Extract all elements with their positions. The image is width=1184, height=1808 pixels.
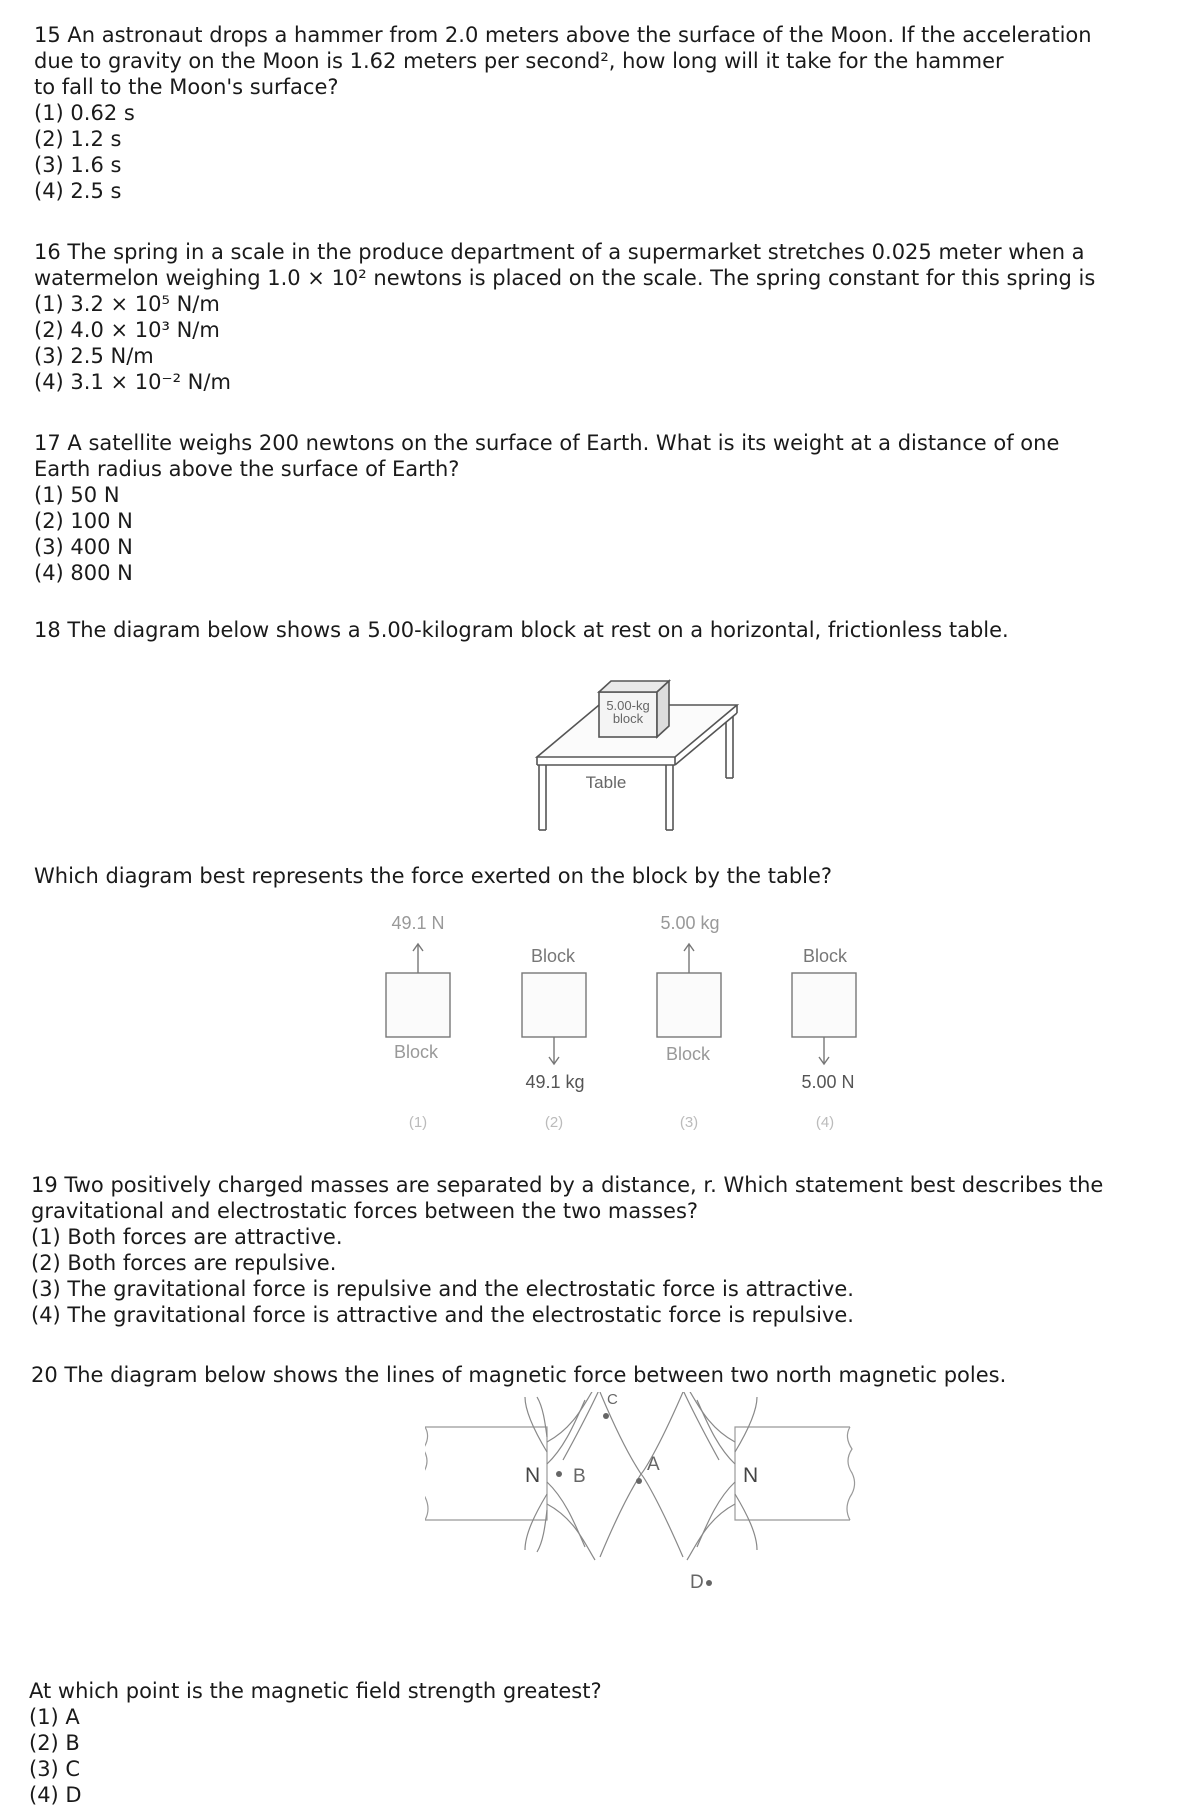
choice-2-force-label: 49.1 kg <box>525 1072 585 1092</box>
question-17-option-4: (4) 800 N <box>34 561 133 585</box>
question-19-text-line-2: gravitational and electrostatic forces between the two masses? <box>31 1199 699 1223</box>
point-d-label: D <box>690 1572 704 1593</box>
question-16-text-line-1: 16 The spring in a scale in the produce department of a supermarket stretches 0.025 meter when a <box>34 240 1085 264</box>
question-15-option-1: (1) 0.62 s <box>34 101 135 125</box>
question-20 <box>31 1362 1171 1388</box>
choice-4-number: (4) <box>815 1114 835 1131</box>
question-15 <box>34 22 1174 204</box>
left-pole-label: N <box>525 1464 541 1487</box>
question-20-option-2: (2) B <box>29 1731 80 1755</box>
point-a-dot <box>636 1478 642 1484</box>
question-17-option-1: (1) 50 N <box>34 483 120 507</box>
question-17-option-2: (2) 100 N <box>34 509 133 533</box>
question-19-option-3: (3) The gravitational force is repulsive and the electrostatic force is attractive. <box>31 1277 854 1301</box>
choice-1-force-label: 49.1 N <box>391 913 445 933</box>
choice-2-block-label: Block <box>530 946 576 966</box>
choice-1-block-label: Block <box>393 1042 439 1062</box>
question-16-text-line-2: watermelon weighing 1.0 × 10² newtons is placed on the scale. The spring constant for this spring is <box>34 266 1096 290</box>
question-18 <box>34 617 1174 643</box>
point-b-dot <box>556 1471 562 1477</box>
question-20-question: At which point is the magnetic field strength greatest? <box>29 1679 602 1703</box>
question-17 <box>34 430 1174 586</box>
point-c-label: C <box>607 1392 618 1408</box>
question-15-option-4: (4) 2.5 s <box>34 179 122 203</box>
point-c-dot <box>603 1413 609 1419</box>
question-15-option-3: (3) 1.6 s <box>34 153 122 177</box>
question-15-option-2: (2) 1.2 s <box>34 127 122 151</box>
question-19-option-4: (4) The gravitational force is attractive and the electrostatic force is repulsive. <box>31 1303 854 1327</box>
question-15-text-line-2: due to gravity on the Moon is 1.62 meters per second², how long will it take for the hammer <box>34 49 1004 73</box>
question-20-option-4: (4) D <box>29 1783 82 1807</box>
question-15-text-line-3: to fall to the Moon's surface? <box>34 75 339 99</box>
choice-1-number: (1) <box>408 1114 428 1131</box>
question-19-option-1: (1) Both forces are attractive. <box>31 1225 343 1249</box>
right-pole-label: N <box>743 1464 759 1487</box>
force-choices-diagram <box>370 905 870 1145</box>
block-label-line-2: block <box>612 711 644 726</box>
question-19 <box>31 1172 1171 1328</box>
question-20-text-line-1: 20 The diagram below shows the lines of magnetic force between two north magnetic poles. <box>31 1363 1007 1387</box>
question-17-text-line-2: Earth radius above the surface of Earth? <box>34 457 460 481</box>
question-20-option-1: (1) A <box>29 1705 80 1729</box>
question-16-option-4: (4) 3.1 × 10⁻² N/m <box>34 370 231 394</box>
choice-3-force-label: 5.00 kg <box>660 913 720 933</box>
choice-3-block <box>657 973 721 1037</box>
table-label: Table <box>585 773 627 792</box>
block-label-line-1: 5.00-kg <box>606 698 650 713</box>
question-16 <box>34 239 1174 395</box>
choice-4-block <box>792 973 856 1037</box>
point-b-label: B <box>573 1466 586 1487</box>
choice-4-block-label: Block <box>802 946 848 966</box>
question-17-option-3: (3) 400 N <box>34 535 133 559</box>
choice-1-block <box>386 973 450 1037</box>
point-d-dot <box>706 1580 712 1586</box>
question-16-option-3: (3) 2.5 N/m <box>34 344 154 368</box>
question-16-option-1: (1) 3.2 × 10⁵ N/m <box>34 292 220 316</box>
choice-3-block-label: Block <box>665 1044 711 1064</box>
question-18-prompt <box>34 863 1174 889</box>
choice-4-force-label: 5.00 N <box>801 1072 855 1092</box>
question-17-text-line-1: 17 A satellite weighs 200 newtons on the surface of Earth. What is its weight at a distance of one <box>34 431 1060 455</box>
magnetic-field-diagram <box>425 1392 860 1674</box>
question-15-text-line-1: 15 An astronaut drops a hammer from 2.0 meters above the surface of the Moon. If the acceleration <box>34 23 1092 47</box>
question-18-question: Which diagram best represents the force exerted on the block by the table? <box>34 864 833 888</box>
table-block-diagram <box>525 665 755 835</box>
question-16-option-2: (2) 4.0 × 10³ N/m <box>34 318 220 342</box>
choice-2-number: (2) <box>544 1114 564 1131</box>
question-20-prompt <box>29 1678 1169 1808</box>
point-a-label: A <box>647 1454 660 1475</box>
choice-2-block <box>522 973 586 1037</box>
question-18-text-line-1: 18 The diagram below shows a 5.00-kilogram block at rest on a horizontal, frictionless table. <box>34 618 1009 642</box>
question-19-option-2: (2) Both forces are repulsive. <box>31 1251 337 1275</box>
choice-3-number: (3) <box>679 1114 699 1131</box>
question-19-text-line-1: 19 Two positively charged masses are separated by a distance, r. Which statement best describes the <box>31 1173 1104 1197</box>
question-20-option-3: (3) C <box>29 1757 81 1781</box>
